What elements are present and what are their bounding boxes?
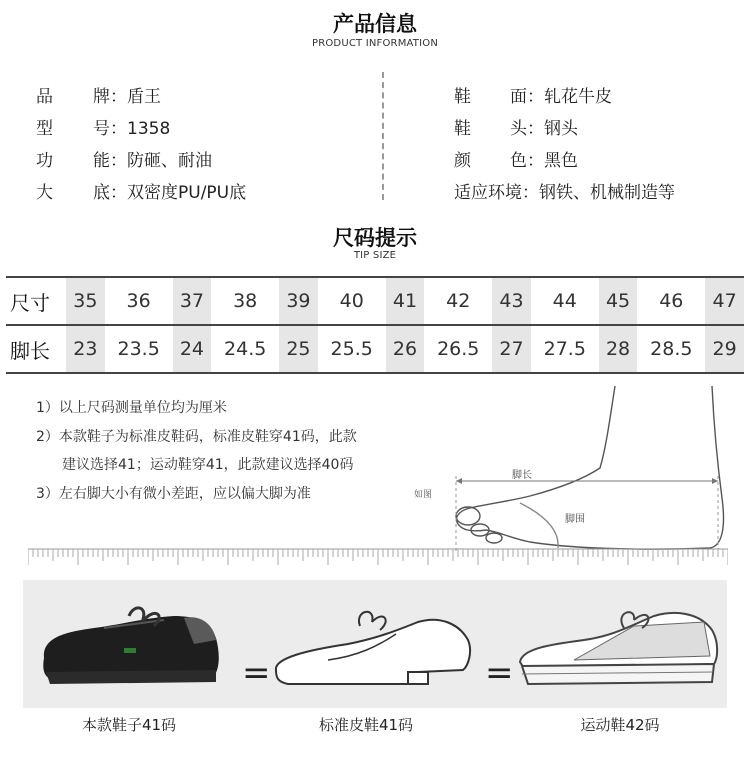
info-value: 防砸、耐油 (127, 151, 212, 171)
foot-outline-icon (456, 386, 724, 549)
info-row (36, 178, 246, 203)
size-cell: 41 (386, 277, 425, 325)
foot-length-cell: 28.5 (637, 325, 705, 373)
foot-circumference-label: 脚围 (565, 514, 585, 525)
foot-length-cell: 25 (279, 325, 318, 373)
foot-length-cell: 26.5 (424, 325, 492, 373)
info-row (36, 146, 212, 171)
info-key: 颜 (454, 151, 471, 171)
safety-shoe-image (34, 598, 230, 694)
foot-length-row-label: 脚长 (6, 325, 66, 373)
note-2-cont: 建议选择41；运动鞋穿41，此款建议选择40码 (62, 457, 354, 473)
as-shown-label: 如图 (414, 490, 433, 500)
note-1: 1）以上尺码测量单位均为厘米 (36, 400, 227, 416)
size-cell: 43 (492, 277, 531, 325)
size-cell: 37 (173, 277, 212, 325)
info-row (454, 178, 675, 203)
info-row (454, 82, 612, 107)
size-table (6, 276, 744, 374)
size-cell: 36 (105, 277, 173, 325)
foot-length-cell: 24 (173, 325, 212, 373)
size-cell: 46 (637, 277, 705, 325)
size-cell: 44 (531, 277, 599, 325)
foot-length-cell: 25.5 (318, 325, 386, 373)
foot-length-cell: 28 (599, 325, 638, 373)
info-key: 功 (36, 151, 53, 171)
foot-length-row (6, 325, 744, 373)
note-2: 2）本款鞋子为标准皮鞋码，标准皮鞋穿41码，此款 (36, 429, 357, 445)
foot-length-cell: 23.5 (105, 325, 173, 373)
size-cell: 40 (318, 277, 386, 325)
info-value: 钢头 (544, 119, 578, 139)
info-key-suffix: 能： (93, 151, 127, 171)
foot-length-label: 脚长 (512, 470, 532, 481)
info-divider (382, 72, 384, 200)
foot-length-cell: 27.5 (531, 325, 599, 373)
ruler (28, 548, 728, 566)
info-row (36, 114, 170, 139)
info-key-suffix: 牌： (93, 87, 127, 107)
size-row (6, 277, 744, 325)
info-value: 黑色 (544, 151, 578, 171)
size-cell: 39 (279, 277, 318, 325)
equals-sign-2: = (485, 653, 514, 693)
info-key: 品 (36, 87, 53, 107)
size-cell: 35 (66, 277, 105, 325)
info-key-suffix: 色： (510, 151, 544, 171)
product-info-subtitle: PRODUCT INFORMATION (311, 38, 439, 49)
info-value: 盾王 (127, 87, 161, 107)
info-key: 鞋 (454, 87, 471, 107)
leather-shoe-image (268, 600, 478, 692)
caption-this-shoe: 本款鞋子41码 (81, 716, 177, 734)
size-tip-subtitle: TIP SIZE (353, 250, 397, 261)
sneaker-image (514, 600, 724, 692)
info-key-suffix: 面： (510, 87, 544, 107)
info-value: 双密度PU/PU底 (127, 183, 247, 203)
foot-length-cell: 23 (66, 325, 105, 373)
foot-length-cell: 26 (386, 325, 425, 373)
info-key: 大 (36, 183, 53, 203)
foot-diagram (410, 378, 740, 558)
size-tip-title: 尺码提示 (333, 226, 417, 250)
size-cell: 47 (705, 277, 744, 325)
size-cell: 38 (211, 277, 279, 325)
info-value: 1358 (127, 119, 171, 139)
product-info-title: 产品信息 (333, 12, 417, 36)
caption-sneaker: 运动鞋42码 (580, 716, 660, 734)
info-key: 型 (36, 119, 53, 139)
foot-length-cell: 27 (492, 325, 531, 373)
info-key-suffix: 底： (93, 183, 127, 203)
foot-length-cell: 29 (705, 325, 744, 373)
info-row (36, 82, 161, 107)
caption-leather-shoe: 标准皮鞋41码 (318, 716, 414, 734)
info-key-suffix: 号： (93, 119, 127, 139)
equals-sign-1: = (242, 653, 271, 693)
info-row (454, 146, 578, 171)
size-cell: 42 (424, 277, 492, 325)
info-key-suffix: 头： (510, 119, 544, 139)
note-3: 3）左右脚大小有微小差距，应以偏大脚为准 (36, 486, 311, 502)
info-key: 适应环境： (454, 183, 539, 203)
foot-length-cell: 24.5 (211, 325, 279, 373)
size-row-label: 尺寸 (6, 277, 66, 325)
info-row (454, 114, 578, 139)
info-value: 钢铁、机械制造等 (539, 183, 675, 203)
info-value: 轧花牛皮 (544, 87, 612, 107)
info-key: 鞋 (454, 119, 471, 139)
size-cell: 45 (599, 277, 638, 325)
